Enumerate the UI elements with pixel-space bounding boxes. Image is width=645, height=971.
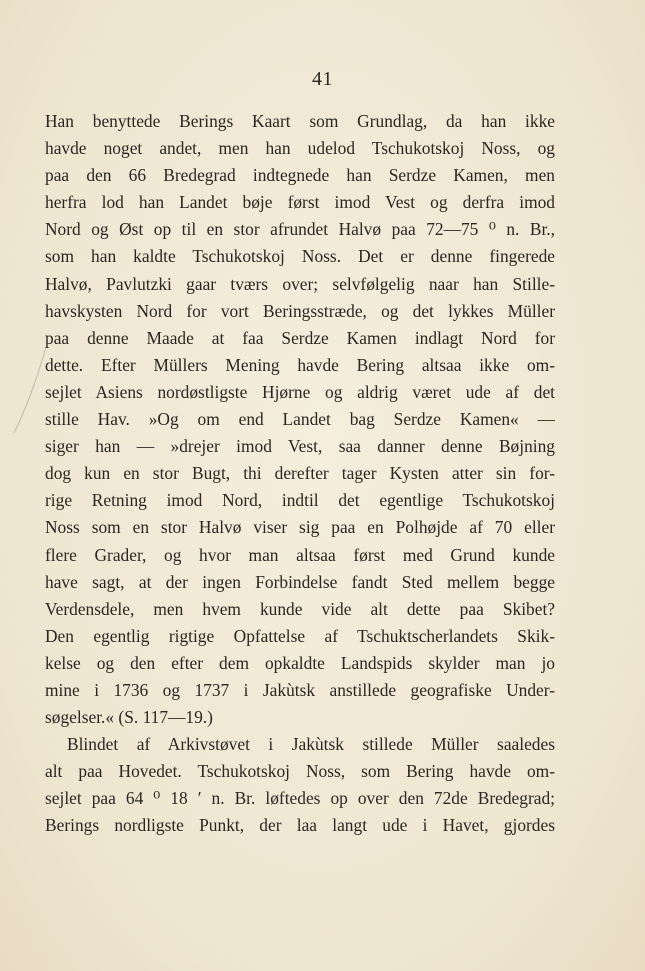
- text-line: stille Hav. »Og om end Landet bag Serdze Kamen« —: [45, 409, 555, 430]
- text-line: paa denne Maade at faa Serdze Kamen indlagt Nord for: [45, 327, 555, 348]
- text-line: Den egentlig rigtige Opfattelse af Tschuktscherlandets Skik-: [45, 625, 555, 646]
- text-line: paa den 66 Bredegrad indtegnede han Serdze Kamen, men: [45, 165, 555, 186]
- text-line: havskysten Nord for vort Beringsstræde, og det lykkes Müller: [45, 300, 555, 321]
- text-line: Verdensdele, men hvem kunde vide alt dette paa Skibet?: [45, 598, 555, 619]
- text-line: Blindet af Arkivstøvet i Jakùtsk stillede Müller saaledes: [67, 734, 555, 755]
- text-line: søgelser.« (S. 117—19.): [45, 707, 213, 728]
- text-line: Halvø, Pavlutzki gaar tværs over; selvfølgelig naar han Stille-: [45, 273, 555, 294]
- text-line: alt paa Hovedet. Tschukotskoj Noss, som Bering havde om-: [45, 761, 555, 782]
- body-text: [45, 108, 555, 840]
- text-line: som han kaldte Tschukotskoj Noss. Det er denne fingerede: [45, 246, 555, 267]
- text-line: Berings nordligste Punkt, der laa langt ude i Havet, gjordes: [45, 815, 555, 836]
- text-line: Nord og Øst op til en stor afrundet Halvø paa 72—75 ⁰ n. Br.,: [45, 219, 555, 240]
- text-line: herfra lod han Landet bøje først imod Vest og derfra imod: [45, 192, 555, 213]
- text-line: havde noget andet, men han udelod Tschukotskoj Noss, og: [45, 138, 555, 159]
- pencil-mark: [10, 345, 50, 435]
- text-line: kelse og den efter dem opkaldte Landspids skylder man jo: [45, 652, 555, 673]
- text-line: rige Retning imod Nord, indtil det egentlige Tschukotskoj: [45, 490, 555, 511]
- text-line: flere Grader, og hvor man altsaa først med Grund kunde: [45, 544, 555, 565]
- text-line: sejlet Asiens nordøstligste Hjørne og aldrig været ude af det: [45, 381, 555, 402]
- text-line: mine i 1736 og 1737 i Jakùtsk anstillede geografiske Under-: [45, 679, 555, 700]
- text-line: siger han — »drejer imod Vest, saa danner denne Bøjning: [45, 436, 555, 457]
- text-line: dette. Efter Müllers Mening havde Bering altsaa ikke om-: [45, 354, 555, 375]
- text-line: Noss som en stor Halvø viser sig paa en Polhøjde af 70 eller: [45, 517, 555, 538]
- text-line: sejlet paa 64 ⁰ 18 ′ n. Br. løftedes op over den 72de Bredegrad;: [45, 788, 555, 809]
- text-line: dog kun en stor Bugt, thi derefter tager Kysten atter sin for-: [45, 463, 555, 484]
- text-line: Han benyttede Berings Kaart som Grundlag, da han ikke: [45, 111, 555, 131]
- page-number: 41: [312, 68, 333, 90]
- text-line: have sagt, at der ingen Forbindelse fandt Sted mellem begge: [45, 571, 555, 592]
